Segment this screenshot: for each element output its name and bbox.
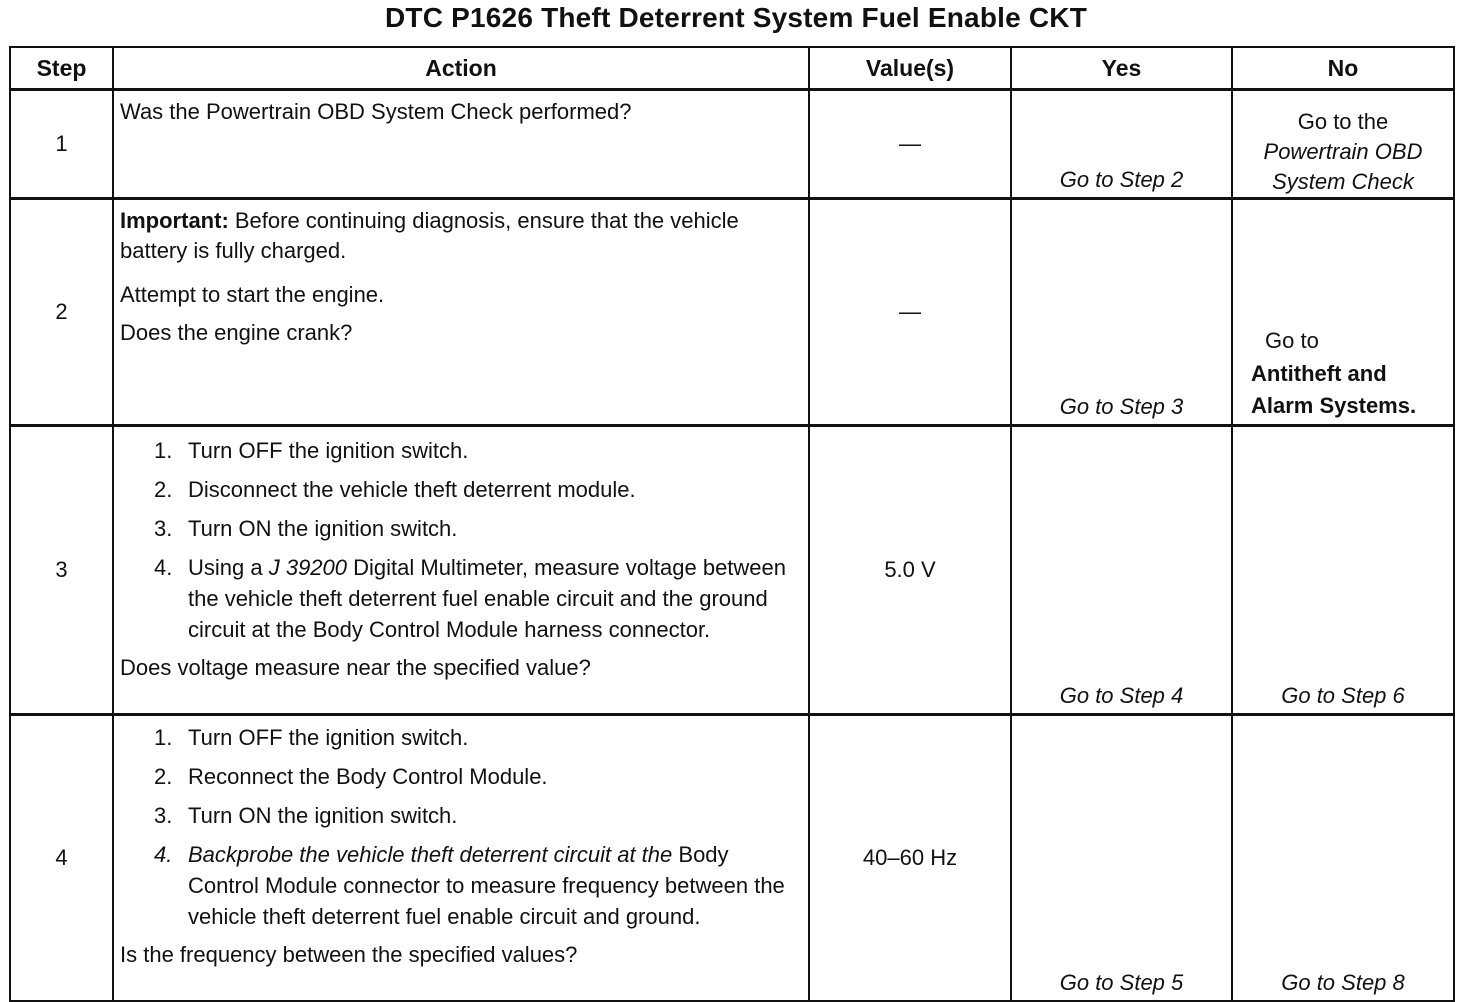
no-cell (1232, 90, 1454, 199)
substep: 3. Turn ON the ignition switch. (154, 516, 458, 541)
no-target-line2: Alarm Systems. (1251, 393, 1417, 418)
tool-name: J 39200 (268, 555, 348, 580)
substep-list (120, 435, 802, 645)
header-no: No (1232, 47, 1454, 90)
value-cell: 40–60 Hz (809, 715, 1011, 1002)
yes-goto: Go to Step 2 (1059, 167, 1184, 192)
diagnostic-table (9, 46, 1455, 1002)
table-row (10, 90, 1454, 199)
table-row (10, 715, 1454, 1002)
yes-goto: Go to Step 5 (1059, 970, 1184, 995)
action-cell (113, 90, 809, 199)
value-cell: — (809, 90, 1011, 199)
table-row (10, 426, 1454, 715)
yes-cell (1011, 426, 1232, 715)
action-cell (113, 426, 809, 715)
substep: 3. Turn ON the ignition switch. (154, 803, 458, 828)
step-number: 2 (10, 199, 113, 426)
no-target-line1: Powertrain OBD (1263, 139, 1423, 164)
no-target-line2: System Check (1272, 169, 1414, 194)
action-instruction: Attempt to start the engine. (120, 282, 385, 307)
yes-goto: Go to Step 3 (1059, 394, 1184, 419)
no-cell (1232, 426, 1454, 715)
substep: 2. Reconnect the Body Control Module. (154, 764, 548, 789)
action-question: Was the Powertrain OBD System Check performed? (120, 99, 632, 124)
substep: 1. Turn OFF the ignition switch. (154, 725, 469, 750)
substep: 4. Using a J 39200 Digital Multimeter, measure voltage between the vehicle theft deterrent fuel enable circuit and the ground circuit at the Body Control Module harness connector. (154, 555, 787, 642)
step-number: 1 (10, 90, 113, 199)
no-goto: Go to Step 6 (1281, 683, 1405, 708)
no-cell (1232, 199, 1454, 426)
substep-list (120, 722, 802, 932)
table-header-row (10, 47, 1454, 90)
no-target-line1: Antitheft and (1251, 361, 1387, 386)
page-title: DTC P1626 Theft Deterrent System Fuel Enable CKT (385, 2, 1087, 33)
no-goto: Go to Step 8 (1281, 970, 1405, 995)
substep: 1. Turn OFF the ignition switch. (154, 438, 469, 463)
yes-goto: Go to Step 4 (1059, 683, 1184, 708)
yes-cell (1011, 90, 1232, 199)
substep: 4. Backprobe the vehicle theft deterrent circuit at the Body Control Module connector to measure frequency between the vehicle theft deterrent fuel enable circuit and ground. (154, 842, 785, 929)
action-question: Does voltage measure near the specified value? (120, 655, 591, 680)
step-number: 4 (10, 715, 113, 1002)
value-cell: — (809, 199, 1011, 426)
action-question: Does the engine crank? (120, 320, 353, 345)
substep: 2. Disconnect the vehicle theft deterrent module. (154, 477, 636, 502)
yes-cell (1011, 199, 1232, 426)
no-cell (1232, 715, 1454, 1002)
value-cell: 5.0 V (809, 426, 1011, 715)
table-row (10, 199, 1454, 426)
important-note (120, 206, 802, 266)
header-step: Step (10, 47, 113, 90)
header-values: Value(s) (809, 47, 1011, 90)
action-cell (113, 199, 809, 426)
action-question: Is the frequency between the specified values? (120, 942, 578, 967)
important-label: Important: (120, 208, 229, 233)
no-prefix: Go to (1265, 328, 1319, 353)
header-yes: Yes (1011, 47, 1232, 90)
important-text: Before continuing diagnosis, ensure that the vehicle battery is fully charged. (120, 208, 739, 263)
step-number: 3 (10, 426, 113, 715)
yes-cell (1011, 715, 1232, 1002)
action-cell (113, 715, 809, 1002)
no-prefix: Go to the (1297, 109, 1389, 134)
header-action: Action (113, 47, 809, 90)
